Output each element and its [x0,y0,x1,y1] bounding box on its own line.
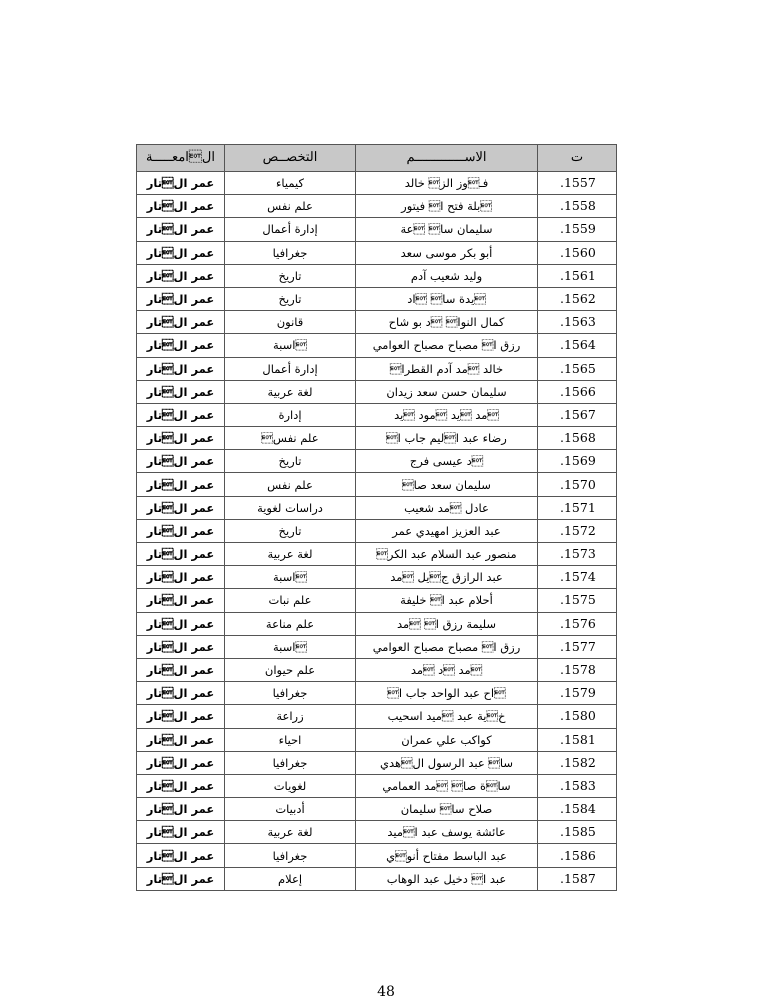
number-cell: .1583 [538,774,617,797]
name-cell: سليمان سعد صا [356,473,538,496]
number-cell: .1577 [538,635,617,658]
specialization-cell: جغرافيا [225,241,356,264]
table-row [137,473,617,496]
university-cell: عمر التار [137,751,225,774]
table-row [137,751,617,774]
table-row [137,241,617,264]
number-cell: .1558 [538,195,617,218]
number-cell: .1584 [538,798,617,821]
name-cell: عادل مد شعيب [356,496,538,519]
number-cell: .1563 [538,311,617,334]
specialization-cell: زراعة [225,705,356,728]
table-row [137,566,617,589]
university-cell: عمر التار [137,403,225,426]
number-cell: .1579 [538,682,617,705]
university-cell: عمر التار [137,682,225,705]
number-cell: .1567 [538,403,617,426]
university-cell: عمر التار [137,774,225,797]
name-cell: وليد شعيب آدم [356,264,538,287]
table-row [137,287,617,310]
number-cell: .1568 [538,427,617,450]
table-row [137,403,617,426]
university-cell: عمر التار [137,311,225,334]
name-cell: عبد الباسط مفتاح أنوي [356,844,538,867]
table-row [137,798,617,821]
specialization-cell: إدارة أعمال [225,218,356,241]
specialization-cell: علم نفس [225,427,356,450]
number-cell: .1561 [538,264,617,287]
specialization-cell: علم مناعة [225,612,356,635]
table-header-row [137,145,617,172]
specialization-cell: تاريخ [225,264,356,287]
number-cell: .1587 [538,867,617,890]
table-row [137,264,617,287]
table-row [137,427,617,450]
specialization-cell: إدارة [225,403,356,426]
table-row [137,311,617,334]
number-cell: .1559 [538,218,617,241]
name-cell: يدة سا اد [356,287,538,310]
university-cell: عمر التار [137,496,225,519]
specialization-cell: لغة عربية [225,543,356,566]
name-cell: عائشة يوسف عبد اميد [356,821,538,844]
university-cell: عمر التار [137,543,225,566]
number-cell: .1566 [538,380,617,403]
university-cell: عمر التار [137,450,225,473]
name-cell: بلة فتح ا فيتور [356,195,538,218]
name-cell: رزق ا مصباح مصباح العوامي [356,635,538,658]
table-row [137,728,617,751]
name-cell: د عيسى فرج [356,450,538,473]
university-cell: عمر التار [137,241,225,264]
specialization-cell: اسبة [225,334,356,357]
university-cell: عمر التار [137,287,225,310]
number-cell: .1580 [538,705,617,728]
header-university: الامعـــــة [137,145,225,172]
name-cell: رضاء عبد اليم جاب ا [356,427,538,450]
number-cell: .1576 [538,612,617,635]
number-cell: .1571 [538,496,617,519]
university-cell: عمر التار [137,705,225,728]
name-cell: عبد ا دخيل عبد الوهاب [356,867,538,890]
table-row [137,867,617,890]
number-cell: .1575 [538,589,617,612]
table-row [137,589,617,612]
table-row [137,774,617,797]
number-cell: .1586 [538,844,617,867]
university-cell: عمر التار [137,798,225,821]
number-cell: .1562 [538,287,617,310]
specialization-cell: تاريخ [225,450,356,473]
university-cell: عمر التار [137,172,225,195]
students-table [136,144,617,891]
university-cell: عمر التار [137,519,225,542]
university-cell: عمر التار [137,334,225,357]
specialization-cell: احياء [225,728,356,751]
table-row [137,844,617,867]
number-cell: .1569 [538,450,617,473]
table-row [137,612,617,635]
name-cell: مد د مد [356,658,538,681]
table-row [137,450,617,473]
table-row [137,543,617,566]
university-cell: عمر التار [137,867,225,890]
university-cell: عمر التار [137,566,225,589]
table-row [137,658,617,681]
university-cell: عمر التار [137,427,225,450]
number-cell: .1570 [538,473,617,496]
name-cell: سا عبد الرسول الهدي [356,751,538,774]
name-cell: منصور عبد السلام عبد الكر [356,543,538,566]
specialization-cell: إدارة أعمال [225,357,356,380]
table-row [137,380,617,403]
university-cell: عمر التار [137,357,225,380]
number-cell: .1565 [538,357,617,380]
specialization-cell: علم نفس [225,473,356,496]
university-cell: عمر التار [137,658,225,681]
university-cell: عمر التار [137,844,225,867]
specialization-cell: كيمياء [225,172,356,195]
number-cell: .1574 [538,566,617,589]
number-cell: .1573 [538,543,617,566]
page-number: 48 [377,984,395,1000]
number-cell: .1557 [538,172,617,195]
university-cell: عمر التار [137,380,225,403]
table-row [137,682,617,705]
specialization-cell: تاريخ [225,287,356,310]
name-cell: اح عبد الواحد جاب ا [356,682,538,705]
specialization-cell: تاريخ [225,519,356,542]
name-cell: خالد مد آدم القطرا [356,357,538,380]
number-cell: .1572 [538,519,617,542]
table-row [137,519,617,542]
header-specialization: التخصــص [225,145,356,172]
university-cell: عمر التار [137,218,225,241]
table-body [137,172,617,891]
specialization-cell: علم نفس [225,195,356,218]
name-cell: فـوز الز خالد [356,172,538,195]
name-cell: ساة صا مد العمامي [356,774,538,797]
university-cell: عمر التار [137,635,225,658]
table-row [137,218,617,241]
header-number: ت [538,145,617,172]
number-cell: .1564 [538,334,617,357]
number-cell: .1578 [538,658,617,681]
number-cell: .1560 [538,241,617,264]
university-cell: عمر التار [137,264,225,287]
number-cell: .1585 [538,821,617,844]
university-cell: عمر التار [137,728,225,751]
name-cell: كواكب علي عمران [356,728,538,751]
table-row [137,195,617,218]
name-cell: عبد العزيز امهيدي عمر [356,519,538,542]
header-name: الاســـــــــــــم [356,145,538,172]
specialization-cell: قانون [225,311,356,334]
name-cell: سليمان حسن سعد زيدان [356,380,538,403]
name-cell: رزق ا مصباح مصباح العوامي [356,334,538,357]
specialization-cell: لغة عربية [225,380,356,403]
university-cell: عمر التار [137,195,225,218]
specialization-cell: اسبة [225,635,356,658]
specialization-cell: اسبة [225,566,356,589]
university-cell: عمر التار [137,612,225,635]
name-cell: عبد الرازق جيل مد [356,566,538,589]
number-cell: .1582 [538,751,617,774]
table-row [137,357,617,380]
table-row [137,496,617,519]
university-cell: عمر التار [137,589,225,612]
number-cell: .1581 [538,728,617,751]
name-cell: سليمة رزق ا مد [356,612,538,635]
name-cell: خية عبد ميد اسحيب [356,705,538,728]
specialization-cell: لغويات [225,774,356,797]
table-row [137,172,617,195]
table-row [137,821,617,844]
specialization-cell: جغرافيا [225,682,356,705]
name-cell: كمال النوا د بو شاح [356,311,538,334]
university-cell: عمر التار [137,473,225,496]
name-cell: أبو بكر موسى سعد [356,241,538,264]
name-cell: مد يد مود يد [356,403,538,426]
name-cell: أحلام عبد ا خليفة [356,589,538,612]
specialization-cell: علم حيوان [225,658,356,681]
name-cell: صلاح سا سليمان [356,798,538,821]
table-row [137,334,617,357]
name-cell: سليمان سا عة [356,218,538,241]
university-cell: عمر التار [137,821,225,844]
specialization-cell: جغرافيا [225,751,356,774]
specialization-cell: لغة عربية [225,821,356,844]
specialization-cell: علم نبات [225,589,356,612]
table-row [137,635,617,658]
table-row [137,705,617,728]
specialization-cell: دراسات لغوية [225,496,356,519]
specialization-cell: جغرافيا [225,844,356,867]
specialization-cell: إعلام [225,867,356,890]
specialization-cell: أدبيات [225,798,356,821]
